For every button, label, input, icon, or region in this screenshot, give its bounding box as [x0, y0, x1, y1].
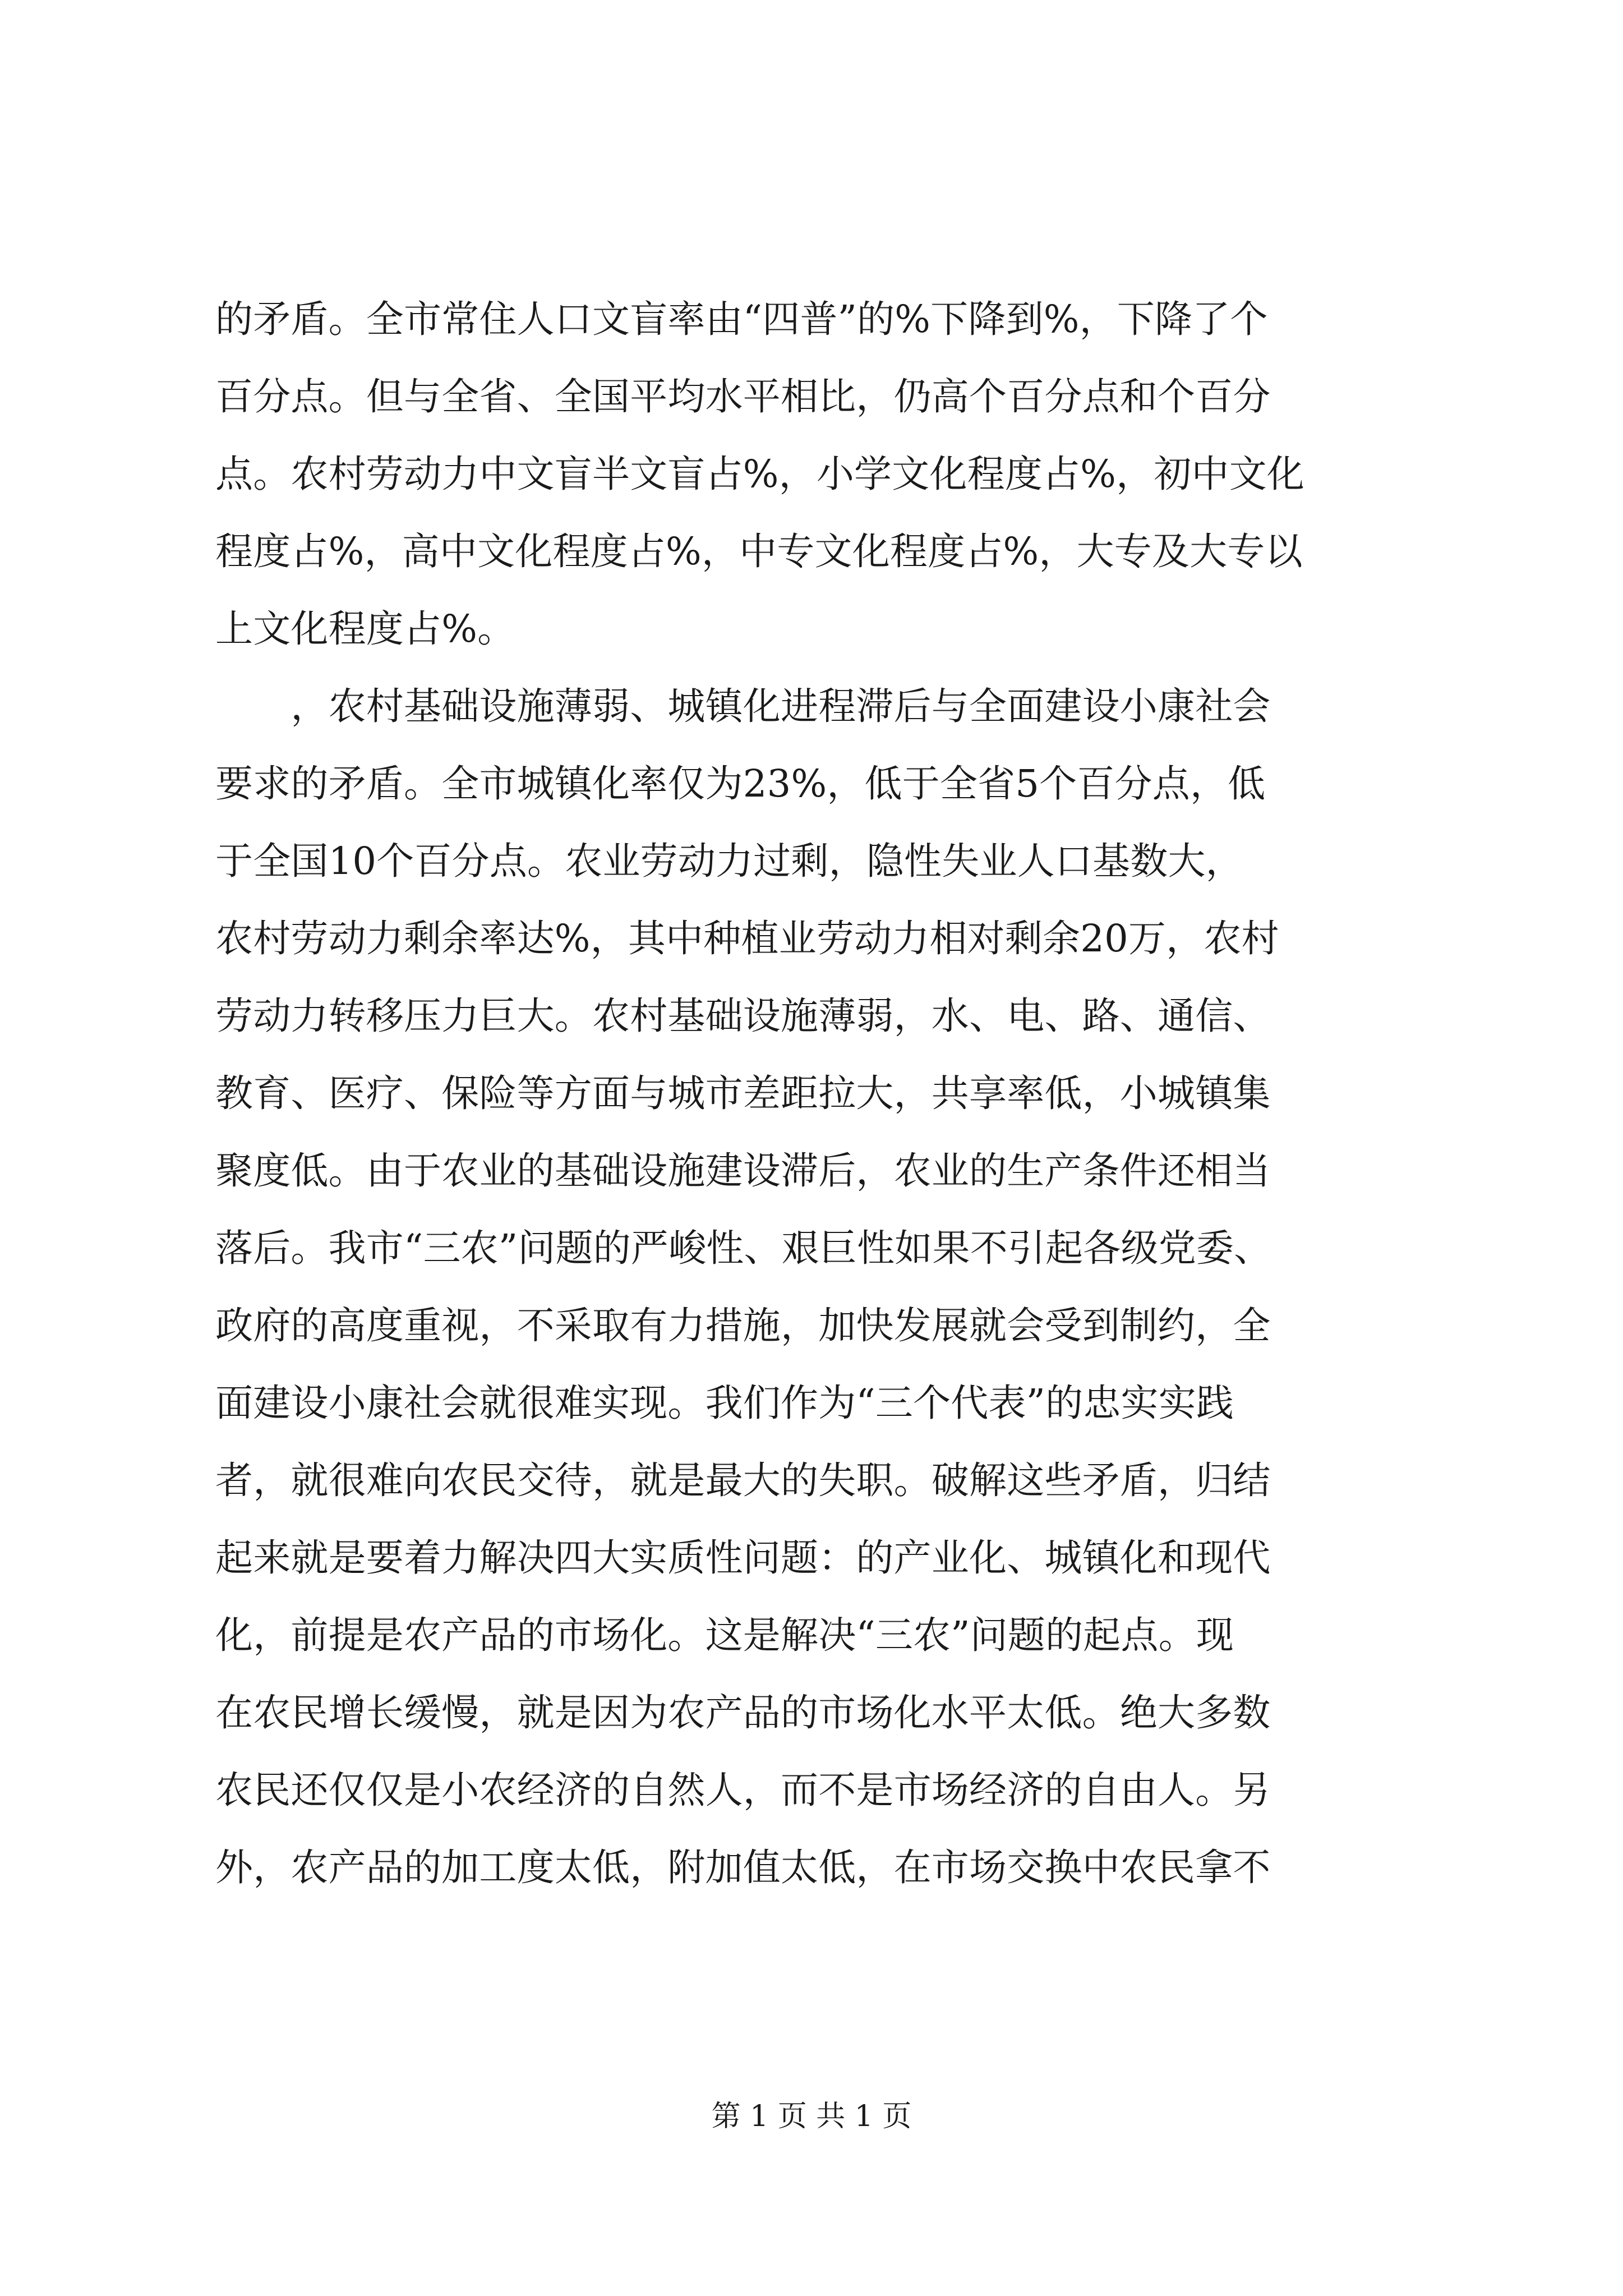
text-line: 教育、医疗、保险等方面与城市差距拉大，共享率低，小城镇集 — [215, 1071, 1271, 1115]
text-line: 起来就是要着力解决四大实质性问题：的产业化、城镇化和现代 — [215, 1536, 1271, 1580]
text-line: 要求的矛盾。全市城镇化率仅为23%，低于全省5个百分点，低 — [215, 762, 1266, 806]
page-number-label: 第 1 页 共 1 页 — [711, 2100, 912, 2133]
text-line: 劳动力转移压力巨大。农村基础设施薄弱，水、电、路、通信、 — [215, 994, 1271, 1038]
text-line: 落后。我市“三农”问题的严峻性、艰巨性如果不引起各级党委、 — [215, 1226, 1272, 1270]
text-line: 化，前提是农产品的市场化。这是解决“三农”问题的起点。现 — [215, 1613, 1234, 1657]
text-line: 聚度低。由于农业的基础设施建设滞后，农业的生产条件还相当 — [215, 1149, 1271, 1193]
text-line: ，农村基础设施薄弱、城镇化进程滞后与全面建设小康社会 — [215, 684, 1271, 728]
text-line: 外，农产品的加工度太低，附加值太低，在市场交换中农民拿不 — [215, 1846, 1271, 1889]
text-line: 程度占%，高中文化程度占%，中专文化程度占%，大专及大专以 — [215, 530, 1303, 573]
body-text — [215, 280, 1623, 1906]
text-line: 政府的高度重视，不采取有力措施，加快发展就会受到制约，全 — [215, 1304, 1271, 1347]
page-footer — [0, 2097, 1623, 2136]
text-line: 在农民增长缓慢，就是因为农产品的市场化水平太低。绝大多数 — [215, 1691, 1271, 1734]
text-line: 的矛盾。全市常住人口文盲率由“四普”的%下降到%，下降了个 — [215, 297, 1268, 341]
text-line: 面建设小康社会就很难实现。我们作为“三个代表”的忠实实践 — [215, 1381, 1234, 1425]
text-line: 上文化程度占%。 — [215, 607, 515, 651]
text-line: 者，就很难向农民交待，就是最大的失职。破解这些矛盾，归结 — [215, 1458, 1271, 1502]
text-line: 于全国10个百分点。农业劳动力过剩，隐性失业人口基数大， — [215, 839, 1243, 883]
text-line: 农民还仅仅是小农经济的自然人，而不是市场经济的自由人。另 — [215, 1768, 1271, 1812]
text-line: 农村劳动力剩余率达%，其中种植业劳动力相对剩余20万，农村 — [215, 917, 1279, 960]
text-line: 百分点。但与全省、全国平均水平相比，仍高个百分点和个百分 — [215, 375, 1271, 418]
text-line: 点。农村劳动力中文盲半文盲占%，小学文化程度占%，初中文化 — [215, 452, 1305, 496]
